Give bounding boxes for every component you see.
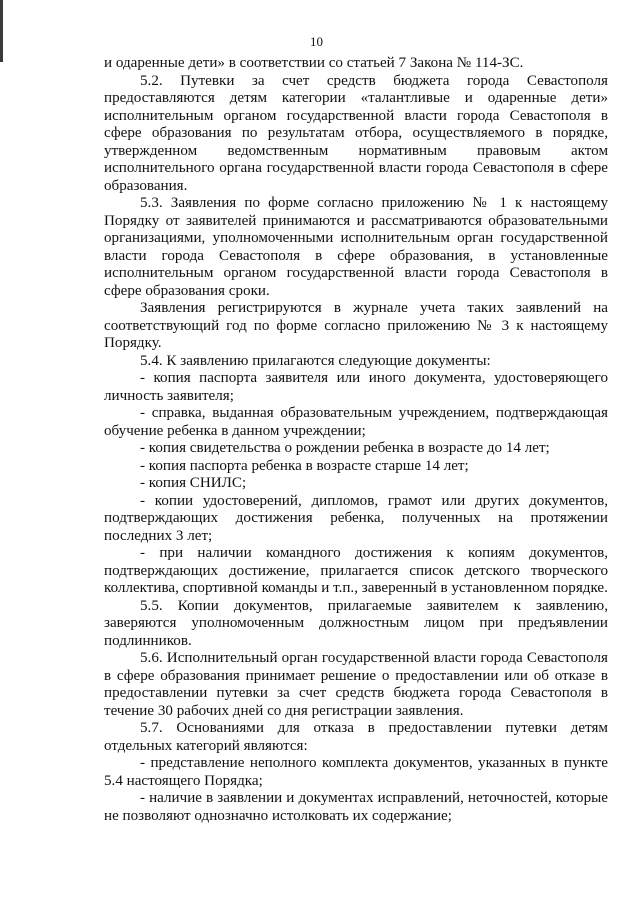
list-item-snils: - копия СНИЛС; — [140, 475, 247, 491]
paragraph-5-2: 5.2. Путевки за счет средств бюджета города Севастополя предоставляются детям категории «талантливые и одаренные дети» исполнительным органом государственной власти города Севастополя в сфере образования по результатам отбора, осуществляемого в порядке, утвержденном ведомственным нормативным правовым актом исполнительного органа государственной власти города Севастополя в сфере образования. — [104, 72, 608, 194]
list-item-incomplete-documents: - представление неполного комплекта документов, указанных в пункте 5.4 настоящего Порядка; — [104, 755, 608, 789]
list-item-birth-certificate: - копия свидетельства о рождении ребенка в возрасте до 14 лет; — [140, 440, 550, 456]
paragraph-continuation: и одаренные дети» в соответствии со статьей 7 Закона № 114-ЗС. — [104, 55, 524, 71]
list-item-applicant-passport: - копия паспорта заявителя или иного документа, удостоверяющего личность заявителя; — [104, 370, 608, 404]
list-item-team-achievement: - при наличии командного достижения к копиям документов, подтверждающих достижение, прилагается список детского творческого коллектива, спортивной команды и т.п., заверенный в установленном порядке. — [104, 545, 608, 596]
list-item-achievement-documents: - копии удостоверений, дипломов, грамот или других документов, подтверждающих достижения ребенка, полученных на протяжении последних 3 лет; — [104, 492, 608, 544]
list-item-corrections: - наличие в заявлении и документах исправлений, неточностей, которые не позволяют однозначно истолковать их содержание; — [104, 790, 608, 824]
paragraph-5-5: 5.5. Копии документов, прилагаемые заявителем к заявлению, заверяются уполномоченным должностным лицом при предъявлении подлинников. — [104, 597, 608, 649]
paragraph-5-3: 5.3. Заявления по форме согласно приложению № 1 к настоящему Порядку от заявителей принимаются и рассматриваются образовательными организациями, уполномоченными исполнительным орган государственной власти города Севастополя в сфере образования, в установленные исполнительным органом государственной власти города Севастополя в сфере образования сроки. — [104, 195, 608, 299]
paragraph-5-6: 5.6. Исполнительный орган государственной власти города Севастополя в сфере образования принимает решение о предоставлении или об отказе в предоставлении путевки за счет средств бюджета города Севастополя в течение 30 рабочих дней со дня регистрации заявления. — [104, 650, 608, 719]
paragraph-5-4: 5.4. К заявлению прилагаются следующие документы: — [140, 352, 491, 369]
scan-edge-mark — [0, 0, 3, 62]
list-item-child-passport: - копия паспорта ребенка в возрасте старше 14 лет; — [140, 457, 469, 474]
document-body — [104, 55, 608, 825]
paragraph-registration: Заявления регистрируются в журнале учета таких заявлений на соответствующий год по форме согласно приложению № 3 к настоящему Порядку. — [104, 300, 608, 351]
paragraph-5-7: 5.7. Основаниями для отказа в предоставлении путевки детям отдельных категорий являются: — [104, 720, 608, 754]
page-number: 10 — [310, 34, 323, 49]
list-item-school-certificate: - справка, выданная образовательным учреждением, подтверждающая обучение ребенка в данном учреждении; — [104, 405, 608, 439]
